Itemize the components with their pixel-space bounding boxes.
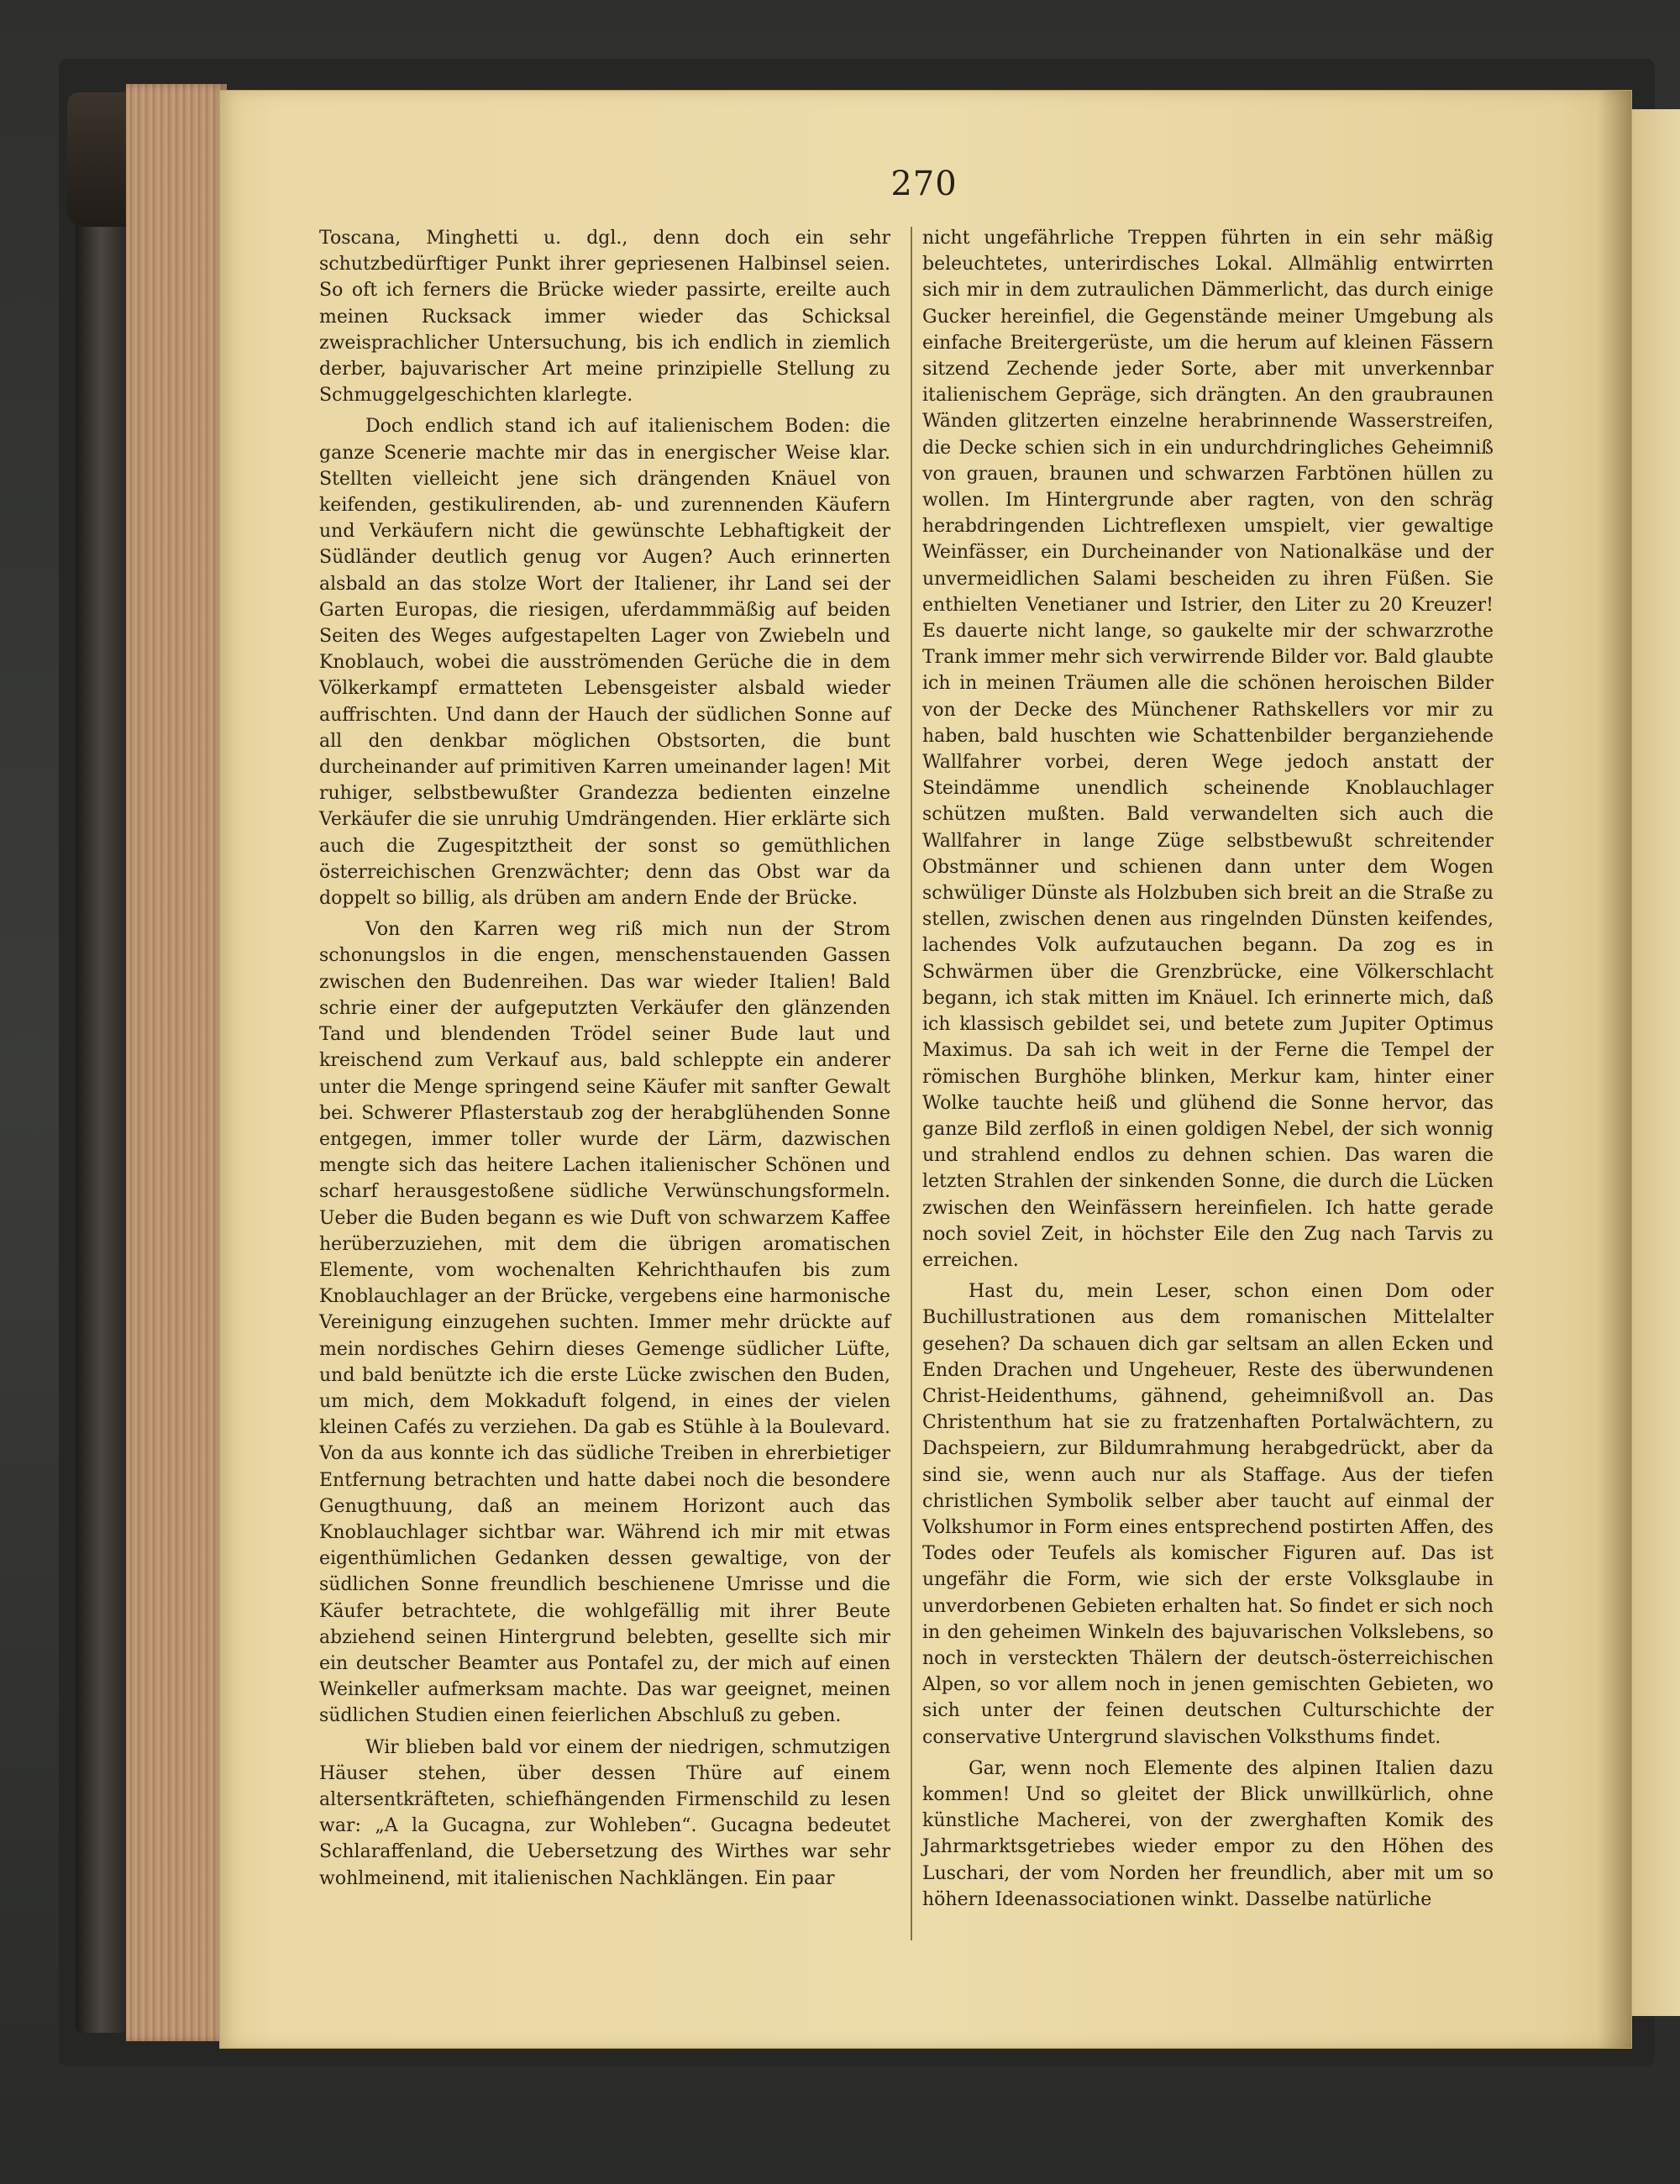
- text-column-left: [319, 225, 890, 1892]
- paragraph: nicht ungefährliche Treppen führten in ein sehr mäßig beleuchtetes, unterirdisches Lokal. Allmählig entwirrten sich mir in dem zutraulichen Dämmerlicht, das durch einige Gucker hereinfiel, die Gegenstände meiner Umgebung als einfache Breitergerüste, um die herum auf kleinen Fässern sitzend Zechende jeder Sorte, aber mit unverkennbar italienischem Gepräge, sich drängten. An den graubraunen Wänden glitzerten einzelne herabrinnende Wasserstreifen, die Decke schien sich in ein undurchdringliches Geheimniß von grauen, braunen und schwarzen Farbtönen hüllen zu wollen. Im Hintergrunde aber ragten, von den schräg herabdringenden Lichtreflexen umspielt, vier gewaltige Weinfässer, ein Durcheinander von Nationalkäse und der unvermeidlichen Salami bescheiden zu ihren Füßen. Sie enthielten Venetianer und Istrier, den Liter zu 20 Kreuzer! Es dauerte nicht lange, so gaukelte mir der schwarzrothe Trank immer mehr sich verwirrende Bilder vor. Bald glaubte ich in meinen Träumen alle die schönen heroischen Bilder von der Decke des Münchener Rathskellers vor mir zu haben, bald huschten wie Schattenbilder berganziehende Wallfahrer vorbei, deren Wege jedoch anstatt der Steindämme unendlich scheinende Knoblauchlager schützen mußten. Bald verwandelten sich auch die Wallfahrer in lange Züge selbstbewußt schreitender Obstmänner und schienen dann unter dem Wogen schwüliger Dünste als Holzbuben sich breit an die Straße zu stellen, zwischen denen aus ringelnden Dünsten keifendes, lachendes Volk aufzutauchen begann. Da zog es in Schwärmen über die Grenzbrücke, eine Völkerschlacht begann, ich stak mitten im Knäuel. Ich erinnerte mich, daß ich klassisch gebildet sei, und betete zum Jupiter Optimus Maximus. Da sah ich weit in der Ferne die Tempel der römischen Burghöhe blinken, Merkur kam, hinter einer Wolke tauchte heiß und glühend die Sonne hervor, das ganze Bild zerfloß in einen goldigen Nebel, der sich wonnig und strahlend endlos zu dehnen schien. Das waren die letzten Strahlen der sinkenden Sonne, die durch die Lücken zwischen den Weinfässern hereinfielen. Ich hatte gerade noch soviel Zeit, in höchster Eile den Zug nach Tarvis zu erreichen.: [922, 228, 1494, 1271]
- paragraph: Wir blieben bald vor einem der niedrigen, schmutzigen Häuser stehen, über dessen Thüre auf einem altersentkräfteten, schiefhängenden Firmenschild zu lesen war: „A la Gucagna, zur Wohleben“. Gucagna bedeutet Schlaraffenland, die Uebersetzung des Wirthes war sehr wohlmeinend, mit italienischen Nachklängen. Ein paar: [319, 1736, 890, 1889]
- facing-page-edge: [1628, 109, 1680, 2016]
- paragraph: Von den Karren weg riß mich nun der Strom schonungslos in die engen, menschenstauenden Gassen zwischen den Budenreihen. Das war wieder Italien! Bald schrie einer der aufgeputzten Verkäufer den glänzenden Tand und blendenden Trödel seiner Bude laut und kreischend zum Verkauf aus, bald schleppte ein anderer unter die Menge springend seine Käufer mit sanfter Gewalt bei. Schwerer Pflasterstaub zog der herabglühenden Sonne entgegen, immer toller wurde der Lärm, dazwischen mengte sich das heitere Lachen italienischer Schönen und scharf herausgestoßene südliche Verwünschungsformeln. Ueber die Buden begann es wie Duft von schwarzem Kaffee herüberzuziehen, mit dem die übrigen aromatischen Elemente, vom wochenalten Kehrichthaufen bis zum Knoblauchlager an der Brücke, vergebens eine harmonische Vereinigung einzugehen suchten. Immer mehr drückte auf mein nordisches Gehirn dieses Gemenge südlicher Lüfte, und bald benützte ich die erste Lücke zwischen den Buden, um mich, dem Mokkaduft folgend, in eines der vielen kleinen Cafés zu verziehen. Da gab es Stühle à la Boulevard. Von da aus konnte ich das südliche Treiben in ehrerbietiger Entfernung betrachten und hatte dabei noch die besondere Genugthuung, daß an meinem Horizont auch das Knoblauchlager sichtbar war. Während ich mir mit etwas eigenthümlichen Gedanken dessen gewaltige, von der südlichen Sonne freundlich beschienene Umrisse und die Käufer betrachtete, die wohlgefällig mit ihrer Beute abziehend seinen Hintergrund belebten, gesellte sich mir ein deutscher Beamter aus Pontafel zu, der mich auf einen Weinkeller aufmerksam machte. Das war geeignet, meinen südlichen Studien einen feierlichen Abschluß zu geben.: [319, 919, 890, 1727]
- page-number: 270: [890, 165, 958, 203]
- book-spine-strap: [76, 101, 126, 2033]
- paragraph: Doch endlich stand ich auf italienischem Boden: die ganze Scenerie machte mir das in energischer Weise klar. Stellten vielleicht jene sich drängenden Knäuel von keifenden, gestikulirenden, ab- und zurennenden Käufern und Verkäufern nicht die gewünschte Lebhaftigkeit der Südländer deutlich genug vor Augen? Auch erinnerten alsbald an das stolze Wort der Italiener, ihr Land sei der Garten Europas, die riesigen, uferdammmäßig auf beiden Seiten des Weges aufgestapelten Lager von Zwiebeln und Knoblauch, wobei die ausströmenden Gerüche die in dem Völkerkampf ermatteten Lebensgeister alsbald wieder auffrischten. Und dann der Hauch der südlichen Sonne auf all den denkbar möglichen Obstsorten, die bunt durcheinander auf primitiven Karren umeinander lagen! Mit ruhiger, selbstbewußter Grandezza bedienten einzelne Verkäufer die sie unruhig Umdrängenden. Hier erklärte sich auch die Zugespitztheit der sonst so gemüthlichen österreichischen Grenzwächter; denn das Obst war da doppelt so billig, als drüben am andern Ende der Brücke.: [319, 416, 890, 910]
- paragraph: Gar, wenn noch Elemente des alpinen Italien dazu kommen! Und so gleitet der Blick unwillkürlich, ohne künstliche Macherei, von der zwerghaften Komik des Jahrmarktsgetriebes wieder empor zu den Höhen des Luschari, der vom Norden her freundlich, aber mit um so höhern Ideenassociationen winkt. Dasselbe natürliche: [922, 1757, 1494, 1910]
- gutter-shadow: [1598, 91, 1631, 2048]
- paragraph: Hast du, mein Leser, schon einen Dom oder Buchillustrationen aus dem romanischen Mittelalter gesehen? Da schauen dich gar seltsam an allen Ecken und Enden Drachen und Ungeheuer, Reste des überwundenen Christ-Heidenthums, gähnend, geheimnißvoll an. Das Christenthum hat sie zu fratzenhaften Portalwächtern, zu Dachspeiern, zur Bildumrahmung herabgedrückt, aber da sind sie, wenn auch nur als Staffage. Aus der tiefen christlichen Symbolik selber aber taucht auf einmal der Volkshumor in Form eines entsprechend postirten Affen, des Todes oder Teufels als komischer Figuren auf. Das ist ungefähr die Form, wie sich der erste Volksglaube in unverdorbenen Gebieten erhalten hat. So findet er sich noch in den geheimen Winkeln des bajuvarischen Volkslebens, so noch in versteckten Thälern der deutsch-österreichischen Alpen, so vor allem noch in jenen gemischten Gebieten, wo sich unter der feinen deutschen Culturschichte der conservative Untergrund slavischen Volksthums findet.: [922, 1281, 1494, 1748]
- paragraph: Toscana, Minghetti u. dgl., denn doch ein sehr schutzbedürftiger Punkt ihrer gepriesenen Halbinsel seien. So oft ich ferners die Brücke wieder passirte, ereilte auch meinen Rucksack immer wieder das Schicksal zweisprachlicher Untersuchung, bis ich endlich in ziemlich derber, bajuvarischer Art meine prinzipielle Stellung zu Schmuggelgeschichten klarlegte.: [319, 228, 890, 407]
- text-column-right: [922, 225, 1494, 1913]
- column-divider: [911, 227, 912, 1940]
- page-edges: [126, 84, 227, 2041]
